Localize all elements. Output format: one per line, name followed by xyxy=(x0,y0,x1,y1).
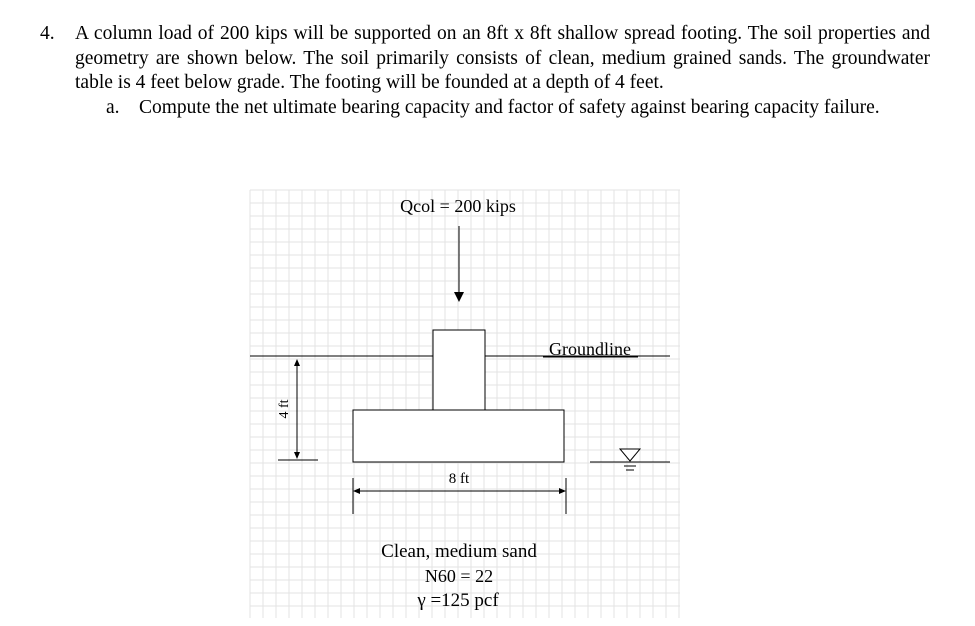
soil-description: Clean, medium sand xyxy=(381,541,537,562)
subpart-label: a. xyxy=(106,96,120,118)
footing xyxy=(353,410,564,462)
soil-n60: N60 = 22 xyxy=(424,566,494,586)
depth-label: 4 ft xyxy=(277,399,292,419)
depth-arrow-up xyxy=(294,359,300,366)
depth-arrow-down xyxy=(294,452,300,459)
soil-unit-weight: γ =125 pcf xyxy=(417,590,499,611)
column xyxy=(433,330,485,410)
question-number: 4. xyxy=(40,23,55,44)
groundline-label: Groundline xyxy=(549,339,631,359)
width-label: 8 ft xyxy=(448,471,470,487)
subpart-text: Compute the net ultimate bearing capacity and factor of safety against bearing capacity failure. xyxy=(139,96,880,118)
load-arrow-head xyxy=(454,292,464,302)
load-label: Qcol = 200 kips xyxy=(400,196,516,216)
water-table-icon xyxy=(590,449,670,470)
question-text: A column load of 200 kips will be supported on an 8ft x 8ft shallow spread footing. The soil properties and geometry are shown below. The soil primarily consists of clean, medium grained sands. The groundwater table is 4 feet below grade. The footing will be founded at a depth of 4 feet. xyxy=(75,23,930,93)
